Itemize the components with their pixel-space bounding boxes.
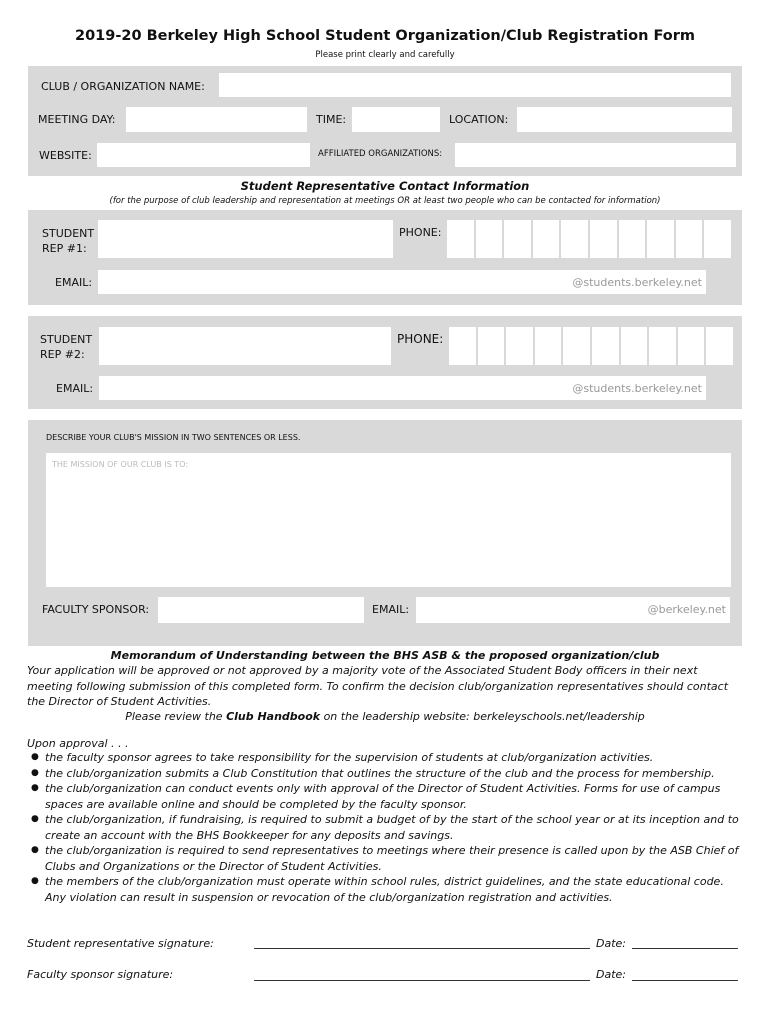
list-item: ● the faculty sponsor agrees to take responsibility for the supervision of students at club/organization activities.: [31, 750, 742, 766]
phone-digit-box[interactable]: [504, 220, 531, 258]
meeting-day-input[interactable]: [126, 107, 307, 132]
phone-digit-box[interactable]: [506, 327, 533, 365]
faculty-date-line[interactable]: [632, 980, 738, 981]
club-name-label: CLUB / ORGANIZATION NAME:: [41, 80, 205, 93]
faculty-sponsor-label: FACULTY SPONSOR:: [42, 603, 150, 616]
list-item: ● the members of the club/organization must operate within school rules, district guidelines, and the state educational code. Any violation can result in suspension or revocation of the club/organization registration and activities.: [31, 874, 742, 905]
list-item: ● the club/organization can conduct events only with approval of the Director of Student Activities. Forms for use of campus spaces are available online and should be completed by the faculty sponsor.: [31, 781, 742, 812]
faculty-signature-label: Faculty sponsor signature:: [27, 968, 174, 981]
club-handbook-text: Club Handbook: [226, 710, 321, 723]
sponsor-email-domain: @berkeley.net: [647, 603, 726, 616]
phone-digit-box[interactable]: [676, 220, 703, 258]
rep1-email-label: EMAIL:: [55, 276, 93, 289]
phone-digit-box[interactable]: [647, 220, 674, 258]
location-input[interactable]: [517, 107, 732, 132]
faculty-signature-line[interactable]: [254, 980, 590, 981]
phone-digit-box[interactable]: [561, 220, 588, 258]
phone-digit-box[interactable]: [533, 220, 560, 258]
mission-textarea[interactable]: [46, 453, 731, 587]
affiliated-organizations-input[interactable]: [455, 143, 736, 167]
rep1-phone-label: PHONE:: [399, 226, 442, 239]
time-input[interactable]: [352, 107, 440, 132]
mission-placeholder: THE MISSION OF OUR CLUB IS TO:: [52, 460, 189, 469]
rep2-name-input[interactable]: [99, 327, 391, 365]
website-label: WEBSITE:: [39, 149, 92, 162]
faculty-sponsor-input[interactable]: [158, 597, 364, 623]
phone-digit-box[interactable]: [590, 220, 617, 258]
affiliated-organizations-label: AFFILIATED ORGANIZATIONS:: [318, 149, 443, 159]
rep2-phone-boxes[interactable]: [449, 327, 733, 365]
approval-conditions-list: [31, 750, 742, 905]
phone-digit-box[interactable]: [621, 327, 648, 365]
phone-digit-box[interactable]: [478, 327, 505, 365]
rep1-phone-boxes[interactable]: [447, 220, 731, 258]
contact-section-title: Student Representative Contact Information: [240, 179, 530, 193]
memorandum-paragraph: Your application will be approved or not approved by a majority vote of the Associated Student Body officers in their next meeting following submission of this completed form. To confirm the decision club/organization representatives should contact the Director of Student Activities.: [27, 664, 729, 708]
website-input[interactable]: [97, 143, 310, 167]
phone-digit-box[interactable]: [619, 220, 646, 258]
meeting-day-label: MEETING DAY:: [38, 113, 116, 126]
mission-label: DESCRIBE YOUR CLUB'S MISSION IN TWO SENTENCES OR LESS.: [46, 433, 301, 442]
phone-digit-box[interactable]: [678, 327, 705, 365]
location-label: LOCATION:: [449, 113, 509, 126]
sponsor-email-label: EMAIL:: [372, 603, 410, 616]
list-item: ● the club/organization is required to send representatives to meetings where their presence is called upon by the ASB Chief of Clubs and Organizations or the Director of Student Activities.: [31, 843, 742, 874]
phone-digit-box[interactable]: [706, 327, 733, 365]
time-label: TIME:: [316, 113, 347, 126]
rep1-name-input[interactable]: [98, 220, 393, 258]
form-title: 2019-20 Berkeley High School Student Organization/Club Registration Form: [74, 28, 696, 44]
review-note: Please review the Club Handbook on the leadership website: berkeleyschools.net/leadership: [125, 710, 645, 723]
phone-digit-box[interactable]: [563, 327, 590, 365]
club-name-input[interactable]: [219, 73, 731, 97]
rep1-email-domain: @students.berkeley.net: [572, 276, 702, 289]
phone-digit-box[interactable]: [704, 220, 731, 258]
list-item: ● the club/organization, if fundraising, is required to submit a budget of by the start of the school year or at its inception and to create an account with the BHS Bookkeeper for any deposits and savings.: [31, 812, 742, 843]
phone-digit-box[interactable]: [535, 327, 562, 365]
rep2-phone-label: PHONE:: [397, 332, 444, 346]
student-date-label: Date:: [596, 937, 626, 950]
contact-section-subtitle: (for the purpose of club leadership and representation at meetings OR at least two people who can be contacted for information): [109, 196, 661, 206]
phone-digit-box[interactable]: [476, 220, 503, 258]
student-signature-label: Student representative signature:: [27, 937, 214, 950]
student-date-line[interactable]: [632, 948, 738, 949]
student-signature-line[interactable]: [254, 948, 590, 949]
rep2-label: STUDENT REP #2:: [40, 333, 93, 361]
phone-digit-box[interactable]: [592, 327, 619, 365]
rep2-email-label: EMAIL:: [56, 382, 94, 395]
form-subtitle: Please print clearly and carefully: [315, 50, 455, 60]
list-item: ● the club/organization submits a Club Constitution that outlines the structure of the club and the process for membership.: [31, 766, 742, 782]
phone-digit-box[interactable]: [449, 327, 476, 365]
rep2-email-domain: @students.berkeley.net: [572, 382, 702, 395]
upon-approval-heading: Upon approval . . .: [27, 737, 129, 750]
rep1-label: STUDENT REP #1:: [42, 227, 95, 255]
phone-digit-box[interactable]: [649, 327, 676, 365]
faculty-date-label: Date:: [596, 968, 626, 981]
phone-digit-box[interactable]: [447, 220, 474, 258]
memorandum-title: Memorandum of Understanding between the BHS ASB & the proposed organization/club: [110, 649, 660, 662]
